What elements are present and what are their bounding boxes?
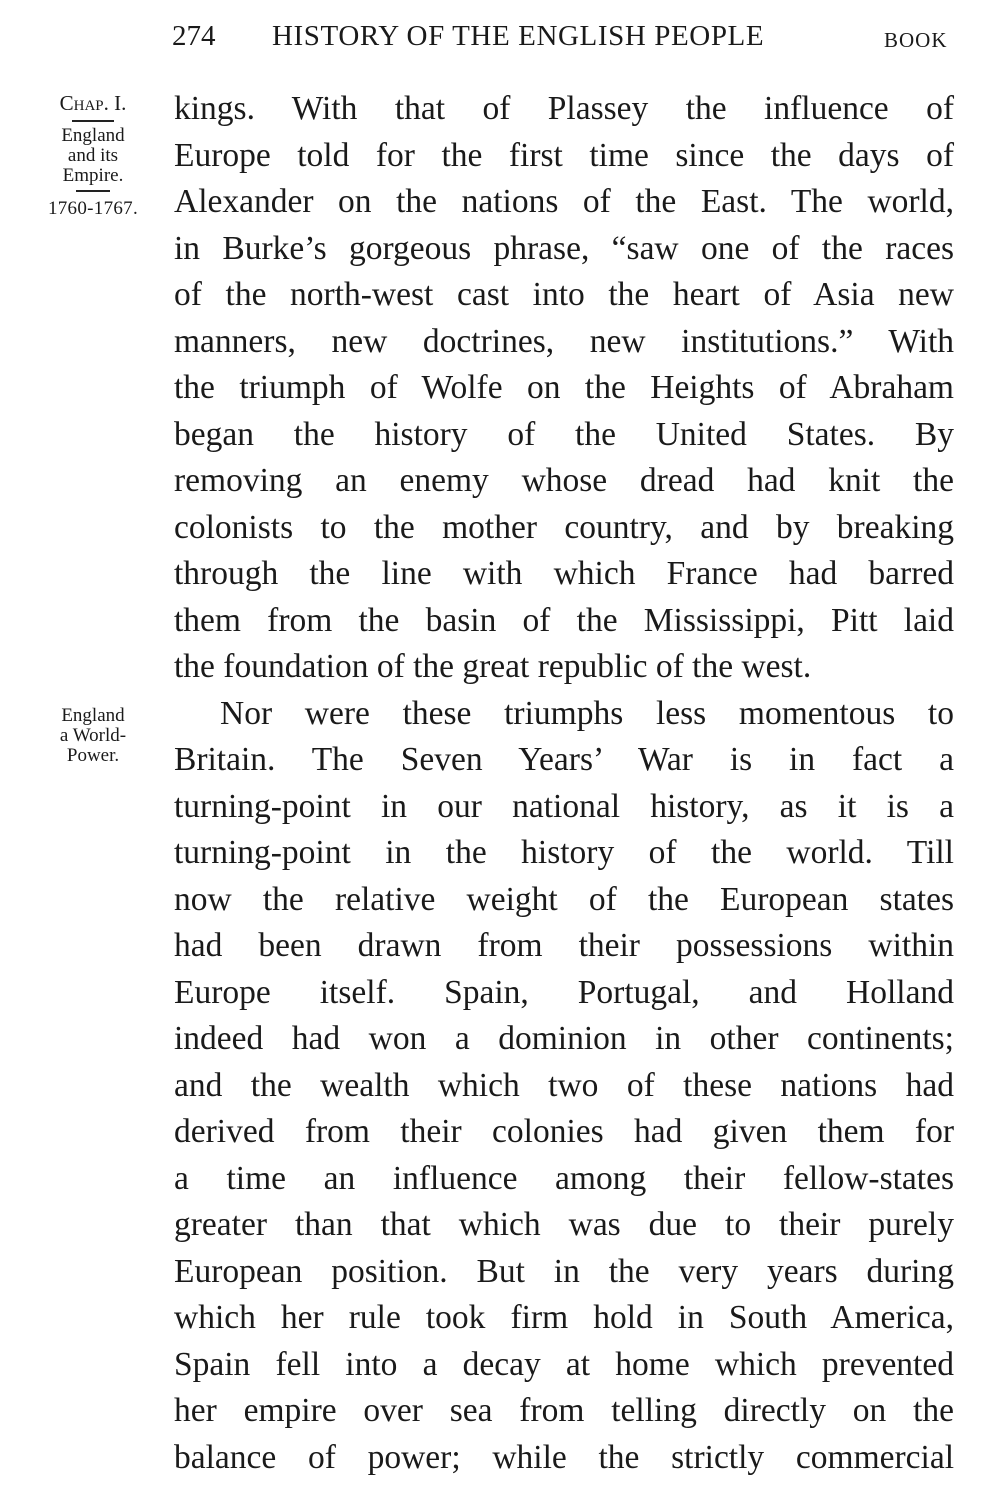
text-line: balance of power; while the strictly commercial — [174, 1438, 954, 1476]
sidenote-line: England — [61, 705, 125, 726]
text-line: of the north-west cast into the heart of Asia new — [174, 276, 954, 313]
text-line: derived from their colonies had given them for — [174, 1113, 954, 1150]
margin-notes-second — [28, 706, 158, 766]
text-line: and the wealth which two of these nations had — [174, 1066, 954, 1104]
text-line: Britain. The Seven Years’ War is in fact a — [174, 741, 954, 778]
text-line: kings. With that of Plassey the influence of — [174, 90, 954, 127]
text-line: Nor were these triumphs less momentous to — [220, 694, 954, 732]
text-line: colonists to the mother country, and by breaking — [174, 508, 954, 546]
sidenote-line: England — [61, 125, 125, 146]
sidenote-line: a World- — [59, 725, 127, 746]
book-label: BOOK — [884, 28, 948, 52]
text-line: in Burke’s gorgeous phrase, “saw one of the races — [174, 229, 954, 267]
sidenote-line: Empire. — [62, 165, 124, 186]
margin-rule — [76, 190, 110, 192]
text-line: manners, new doctrines, new institutions.” With — [174, 322, 954, 360]
text-line: began the history of the United States. By — [174, 415, 954, 453]
text-line: Alexander on the nations of the East. The world, — [174, 183, 954, 220]
text-line: the triumph of Wolfe on the Heights of Abraham — [174, 369, 954, 406]
text-line: European position. But in the very years during — [174, 1252, 954, 1290]
text-line: turning-point in our national history, as it is a — [174, 787, 954, 825]
sidenote-line: Power. — [66, 745, 120, 766]
paragraph-1 — [174, 86, 954, 691]
chapter-label: Chap. I. — [59, 91, 127, 115]
paragraph-2 — [174, 691, 954, 1482]
text-line: through the line with which France had barred — [174, 555, 954, 592]
text-line: removing an enemy whose dread had knit the — [174, 462, 954, 499]
text-line: the foundation of the great republic of the west. — [174, 648, 812, 685]
margin-rule — [72, 120, 114, 122]
running-title: HISTORY OF THE ENGLISH PEOPLE — [272, 20, 765, 52]
running-header — [0, 16, 1000, 60]
text-line: greater than that which was due to their purely — [174, 1206, 954, 1243]
text-line: had been drawn from their possessions within — [174, 927, 954, 964]
text-line: turning-point in the history of the world. Till — [174, 834, 954, 871]
text-line: a time an influence among their fellow-states — [174, 1159, 954, 1197]
sidenote-line: and its — [67, 145, 119, 166]
text-line: which her rule took firm hold in South America, — [174, 1299, 954, 1336]
page-number: 274 — [172, 20, 216, 52]
text-line: indeed had won a dominion in other continents; — [174, 1020, 954, 1057]
margin-notes-top — [28, 92, 158, 220]
text-line: Spain fell into a decay at home which prevented — [174, 1345, 954, 1383]
body-text — [174, 86, 954, 1481]
text-line: now the relative weight of the European states — [174, 880, 954, 918]
date-range: 1760-1767. — [47, 198, 139, 219]
sidenote-world-power — [28, 706, 158, 766]
text-line: Europe told for the first time since the days of — [174, 136, 954, 174]
text-line: them from the basin of the Mississippi, Pitt laid — [174, 601, 954, 639]
text-line: her empire over sea from telling directly on the — [174, 1392, 954, 1429]
sidenote-england-empire — [28, 126, 158, 186]
text-line: Europe itself. Spain, Portugal, and Holland — [174, 973, 954, 1011]
